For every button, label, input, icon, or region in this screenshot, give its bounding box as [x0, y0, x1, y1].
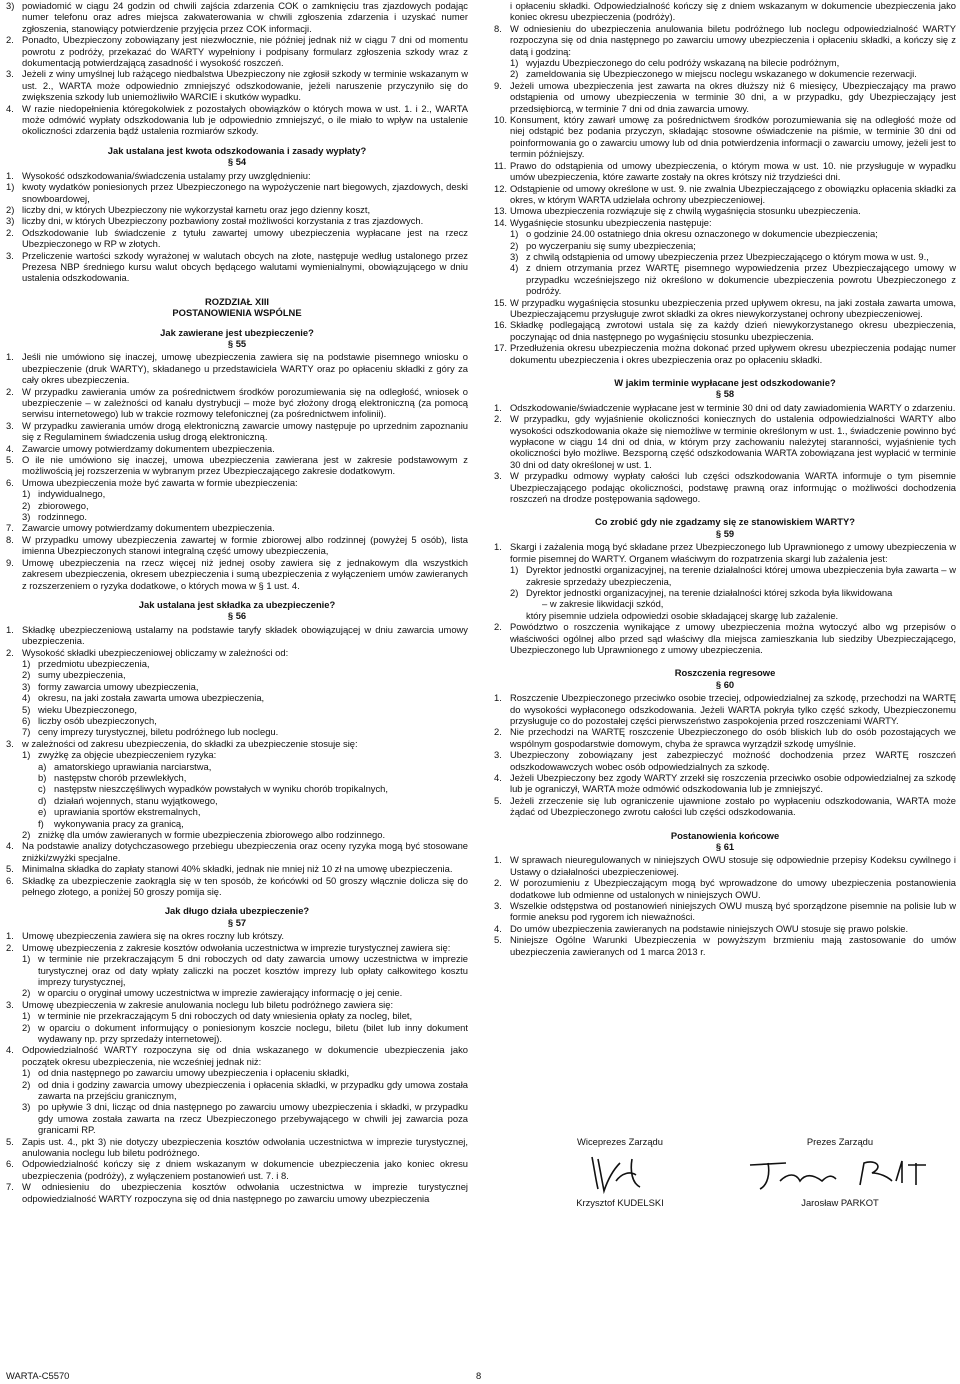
list-item: c) następstw nieszczęśliwych wypadków powstałych w wyniku chorób tropikalnych,: [38, 783, 388, 795]
list-item: 2) w oparciu o oryginał umowy uczestnictwa w imprezie zawierający informację o jej cenie.: [22, 987, 403, 999]
list-item: 2. Odszkodowanie lub świadczenie z tytułu zawartej umowy ubezpieczenia wypłacane jest na rzecz Ubezpieczonego w RP w złotych.: [6, 226, 468, 250]
signature-image: [580, 1151, 660, 1195]
list-item: 1) przedmiotu ubezpieczenia,: [22, 657, 150, 669]
list-item: 14. Wygaśnięcie stosunku ubezpieczenia następuje:: [494, 216, 712, 228]
list-item: 1) indywidualnego,: [22, 488, 106, 500]
list-item: 7. W odniesieniu do ubezpieczenia kosztów odwołania uczestnictwa w imprezie turystycznej odpowiedzialność WARTY rozpoczyna się od dnia następnego po zawarciu umowy ubezpieczenia: [6, 1181, 468, 1204]
list-item: 1. Składkę ubezpieczeniową ustalamy na podstawie taryfy składek obowiązującej w dniu zawarcia umowy ubezpieczenia.: [6, 623, 468, 647]
list-item: 1. Umowę ubezpieczenia zawiera się na okres roczny lub krótszy.: [6, 930, 284, 942]
list-item: 2. Umowę ubezpieczenia z zakresie kosztów odwołania uczestnictwa w imprezie turystycznej zawiera się:: [6, 941, 451, 953]
list-item: 7) ceny imprezy turystycznej, biletu podróżnego lub noclegu.: [22, 726, 279, 738]
list-item: 3) po upływie 3 dni, licząc od dnia następnego po zawarciu umowy ubezpieczenia i składki, w przypadku gdy umowa została zawarta na rzecz Ubezpieczonego przebywającego w chwili jej zawarcia poza granicami RP.: [22, 1101, 468, 1136]
signer-title: Wiceprezes Zarządu: [577, 1136, 663, 1147]
list-item: 2) zbiorowego,: [22, 499, 89, 511]
list-item: 5) wieku Ubezpieczonego,: [22, 703, 138, 715]
list-item: 5. Niniejsze Ogólne Warunki Ubezpieczenia w powyższym brzmieniu mają zastosowanie do umów ubezpieczenia zawieranych od 1 marca 2013 r.: [494, 934, 956, 957]
list-item: 1) Dyrektor jednostki organizacyjnej, na terenie działalności której umowa ubezpieczenia była zawarta – w zakresie sprzedaży ubezpieczenia,: [510, 564, 956, 587]
list-item: 3. W przypadku odmowy wypłaty całości lub części odszkodowania WARTA informuje o tym pisemnie Ubezpieczającego podając okoliczności, podstawę prawną oraz informując o możliwości dochodzenia roszczeń na drodze postępowania sądowego.: [494, 470, 956, 505]
list-item: 1) kwoty wydatków poniesionych przez Ubezpieczonego na wypożyczenie nart biegowych, zjazdowych, deski snowboardowej,: [6, 181, 468, 204]
list-item: 5. O ile nie umówiono się inaczej, umowa ubezpieczenia zawierana jest w zakresie podstawowym z możliwością jej rozszerzenia w wybranym przez Ubezpieczającego zakresie dodatkowym.: [6, 454, 468, 477]
list-item: 2) po wyczerpaniu się sumy ubezpieczenia;: [510, 239, 696, 251]
list-item: 2) Dyrektor jednostki organizacyjnej, na terenie działalności której szkoda była likwidowana: [510, 586, 893, 598]
paragraph-number: § 57: [227, 916, 247, 928]
signature-block-vice-president: [520, 1136, 720, 1208]
list-item: 2. Ponadto, Ubezpieczony zobowiązany jest niezwłocznie, nie później jednak niż w ciągu 7 dni od momentu powrotu z podróży, przekazać do WARTY wypełniony i podpisany formularz zgłoszenia szkody wraz z dokumentacją potwierdzającą zasadność i wysokość roszczeń.: [6, 34, 468, 69]
list-item: b) następstw chorób przewlekłych,: [38, 772, 187, 783]
list-item: e) uprawiania sportów ekstremalnych,: [38, 806, 201, 818]
right-column: [494, 0, 956, 957]
signer-name: Krzysztof KUDELSKI: [576, 1197, 664, 1208]
risk-list: [6, 761, 468, 829]
list-item: 2) sumy ubezpieczenia,: [22, 669, 126, 681]
list-item: 6) liczby osób ubezpieczonych,: [22, 714, 157, 726]
list-item: 6. Umowa ubezpieczenia może być zawarta w formie ubezpieczenia:: [6, 476, 298, 488]
list-item: 1) w terminie nie przekraczającym 5 dni roboczych od daty zawarcia umowy uczestnictwa w imprezie turystycznej oraz od daty wpłaty zaliczki na poczet kosztów imprezy lub opłaty całkowitego kosztu imprezy turystycznej,: [22, 953, 468, 987]
list-item: 2) zniżkę dla umów zawieranych w formie ubezpieczenia zbiorowego albo rodzinnego.: [22, 829, 386, 841]
list-item: 1. Jeśli nie umówiono się inaczej, umowę ubezpieczenia zawiera się na podstawie pisemnego wniosku o ubezpieczenie (druk WARTY), składanego u przedstawiciela WARTY oraz po opłaceniu składki z góry za cały okres ubezpieczenia.: [6, 351, 468, 386]
list-item: 1. Odszkodowanie/świadczenie wypłacane jest w terminie 30 dni od daty zawiadomienia WARTY o zdarzeniu.: [494, 401, 956, 413]
list-item: 1. W sprawach nieuregulowanych w niniejszych OWU stosuje się odpowiednie przepisy Kodeksu cywilnego i Ustawy o działalności ubezpieczeniowej.: [494, 854, 956, 877]
continued-text: i opłaceniu składki. Odpowiedzialność kończy się z dniem wskazanym w dokumencie ubezpieczenia jako koniec okresu ubezpieczenia (podróży).: [510, 0, 956, 23]
list-item: 7. Zawarcie umowy potwierdzamy dokumentem ubezpieczenia.: [6, 522, 275, 534]
paragraph-number: § 60: [715, 678, 735, 690]
list-item: 3. w zależności od zakresu ubezpieczenia, do składki za ubezpieczenie stosuje się:: [6, 737, 358, 749]
list-item: 9. Umowę ubezpieczenia na rzecz więcej niż jednej osoby zawiera się z jednakowym dla wszystkich zakresem ubezpieczenia, okresem ubezpieczenia i sumą ubezpieczenia z wyłączeniem umów zawieranych z rozszerzeniem o ryzyka dodatkowe, o których mowa w § 1 ust. 4.: [6, 556, 468, 591]
list-item: 11. Prawo do odstąpienia od umowy ubezpieczenia, o którym mowa w ust. 10. nie przysługuje w wypadku umów ubezpieczenia, które zawarte zostały na okres krótszy niż trzydzieści dni.: [494, 159, 956, 183]
list-item: 3) z chwilą odstąpienia od umowy ubezpieczenia przez Ubezpieczającego o którym mowa w ust. 9.,: [510, 250, 929, 262]
list-item: d) działań wojennych, stanu wyjątkowego,: [38, 794, 218, 806]
list-item: f) wykonywania pracy za granicą,: [38, 817, 184, 829]
section-heading: Jak ustalana jest składka za ubezpieczenie?: [138, 598, 336, 610]
list-item: 4) z dniem otrzymania przez WARTĘ pisemnego wypowiedzenia przez Ubezpieczającego umowy w przypadku wcześniejszego niż określono w dokumencie ubezpieczenia powrotu Ubezpieczonego z podróży.: [510, 262, 956, 297]
list-item: 15. W przypadku wygaśnięcia stosunku ubezpieczenia przed upływem okresu, na jaki została zawarta umowa, Ubezpieczającemu przysługuje zwrot składki za okres niewykorzystanej ochrony ubezpieczeniowej.: [494, 296, 956, 319]
list-item: a) amatorskiego uprawiania narciarstwa,: [38, 760, 212, 772]
list-item: 3) formy zawarcia umowy ubezpieczenia,: [22, 680, 199, 692]
list-item: 1) o godzinie 24.00 ostatniego dnia okresu oznaczonego w dokumencie ubezpieczenia;: [510, 228, 878, 240]
list-item: 17. Przedłużenia okresu ubezpieczenia można dokonać przed upływem okresu ubezpieczenia podając numer dokumentu ubezpieczenia i okres ubezpieczenia oraz po opłaceniu składki.: [494, 342, 956, 365]
list-item: 4. Odpowiedzialność WARTY rozpoczyna się od dnia wskazanego w dokumencie ubezpieczenia jako początek okresu ubezpieczenia, nie wcześniej jednak niż:: [6, 1044, 468, 1067]
signature-block-president: [740, 1136, 940, 1208]
list-item: 2. Nie przechodzi na WARTĘ roszczenie Ubezpieczonego do osób bliskich lub do osób pozostających we wspólnym gospodarstwie domowym, chyba że sprawca wyrządził szkodę umyślnie.: [494, 726, 956, 749]
paragraph-number: § 54: [227, 156, 247, 168]
section-heading: Jak zawierane jest ubezpieczenie?: [160, 326, 314, 338]
list-item: 2. W porozumieniu z Ubezpieczającym mogą być wprowadzone do umowy ubezpieczenia postanowienia dodatkowe lub odmienne od ustalonych w niniejszych OWU.: [494, 877, 956, 900]
left-column: [6, 0, 468, 1204]
list-item: 4. W razie niedopełnienia któregokolwiek z pozostałych obowiązków o których mowa w ust. 1. i 2., WARTA może odmówić wypłaty odszkodowania lub je odpowiednio zmniejszyć, o ile miało to wpływ na ustalenie okoliczności zdarzenia bądź ustalenia rozmiarów szkody.: [6, 102, 468, 137]
list-item: 3) powiadomić w ciągu 24 godzin od chwili zajścia zdarzenia COK o zamknięciu tras zjazdowych podając numer telefonu oraz adres miejsca zakwaterowania w chwili zgłoszenia zdarzenia i uzyskać numer zgłoszenia, stanowiący potwierdzenie przyjęcia przez COK informacji.: [6, 0, 468, 34]
list-item: 5. Jeżeli zrzeczenie się lub ograniczenie ujawnione zostało po wypłaceniu odszkodowania, WARTA może żądać od Ubezpieczonego zwrotu całości lub części odszkodowania.: [494, 794, 956, 818]
list-item: 10. Konsument, który zawarł umowę za pośrednictwem środków porozumiewania się na odległość może od niej odstąpić bez podania przyczyn, składając stosowne oświadczenie na piśmie, w terminie 30 dni od poinformowania go o zawarciu umowy lub od dnia potwierdzenia informacji o zawarciu umowy, jeżeli jest to termin późniejszy.: [494, 114, 956, 160]
list-item: 8. W odniesieniu do ubezpieczenia anulowania biletu podróżnego lub noclegu odpowiedzialność WARTY rozpoczyna się od dnia następnego po zawarciu umowy ubezpieczenia i opłaceniu składki, a kończy się z datą i godziną:: [494, 22, 956, 57]
paragraph-number: § 58: [715, 388, 735, 400]
tail-line: który pisemnie udziela odpowiedzi osobie składającej skargę lub zażalenie.: [526, 609, 839, 621]
list-item: 2. W przypadku zawierania umów za pośrednictwem środków porozumiewania się na odległość, wniosek o ubezpieczenie – w zależności od kanału dystrybucji – może być złożony drogą elektroniczną (za pomocą serwisu internetowego) lub w trakcie rozmowy telefonicznej (za pośrednictwem infolinii).: [6, 385, 468, 420]
list-item: 6. Odpowiedzialność kończy się z dniem wskazanym w dokumencie ubezpieczenia jako koniec okresu ubezpieczenia (podróży), z wyłączeniem postanowień ust. 7. i 8.: [6, 1158, 468, 1181]
paragraph-number: § 56: [227, 610, 247, 622]
signer-name: Jarosław PARKOT: [801, 1197, 879, 1208]
list-item: 3. Umowę ubezpieczenia w zakresie anulowania noclegu lub biletu podróżnego zawiera się:: [6, 998, 394, 1010]
list-item: 4) okresu, na jaki została zawarta umowa ubezpieczenia,: [22, 692, 265, 704]
list-item: 1) w terminie nie przekraczającym 5 dni roboczych od daty wniesienia opłaty za nocleg, bilet,: [22, 1010, 413, 1022]
list-item: 2) zameldowania się Ubezpieczonego w miejscu noclegu wskazanego w dokumencie rezerwacji.: [510, 68, 917, 80]
paragraph-number: § 59: [715, 527, 735, 539]
list-item: 1) wyjazdu Ubezpieczonego do celu podróży wskazaną na bilecie podróżnym,: [510, 57, 840, 69]
list-item: 4. Jeżeli Ubezpieczony bez zgody WARTY zrzekł się roszczenia przeciwko osobie odpowiedzialnej za szkodę lub je ograniczył, WARTA może odmówić odszkodowania lub je zmniejszyć.: [494, 772, 956, 795]
signature-image: [740, 1151, 940, 1195]
list-item: 1. Wysokość odszkodowania/świadczenia ustalamy przy uwzględnieniu:: [6, 169, 311, 181]
list-item: 4. Zawarcie umowy potwierdzamy dokumentem ubezpieczenia.: [6, 442, 275, 454]
list-item: 12. Odstąpienie od umowy określone w ust. 9. nie zwalnia Ubezpieczającego z obowiązku opłacenia składki za okres, w którym WARTA udzielała ochrony ubezpieczeniowej.: [494, 182, 956, 205]
list-item: 2) w oparciu o dokument informujący o poniesionym koszcie noclegu, biletu (bilet lub inny dokument wydawany np. przy sprzedaży internetowej).: [22, 1021, 468, 1044]
list-item: 3. W przypadku zawierania umów drogą elektroniczną zawarcie umowy następuje po uprzednim zapoznaniu się z Regulaminem świadczenia usług drogą elektroniczną.: [6, 419, 468, 443]
list-item: 8. W przypadku umowy ubezpieczenia zawartej w formie zbiorowej albo rodzinnej (powyżej 5 osób), lista imienna Ubezpieczonych stanowi integralną część umowy ubezpieczenia,: [6, 533, 468, 557]
list-item: 2. Wysokość składki ubezpieczeniowej obliczamy w zależności od:: [6, 646, 289, 658]
list-item: 4. Do umów ubezpieczenia zawieranych na podstawie niniejszych OWU stosuje się prawo polskie.: [494, 922, 909, 934]
list-item: 1) od dnia następnego po zawarciu umowy ubezpieczenia i opłaceniu składki,: [22, 1067, 350, 1079]
list-item: 1) zwyżkę za objęcie ubezpieczeniem ryzyka:: [22, 749, 217, 761]
list-item: 2. W przypadku, gdy wyjaśnienie okoliczności koniecznych do ustalenia odpowiedzialności WARTY albo wysokości odszkodowania okaże się niemożliwe w terminie określonym w ust. 1., świadczenie powinno być wypłacone w ciągu 14 dni od dnia, w którym przy zachowaniu należytej staranności, wyjaśnienie tych okoliczności było możliwe. Bezsporną część odszkodowania WARTA zobowiązana jest wypłacić w terminie 30 dni od daty określonej w ust. 1.: [494, 413, 956, 470]
list-item: 3. Przeliczenie wartości szkody wyrażonej w walutach obcych na złote, następuje według ustalonego przez Prezesa NBP średniego kursu walut obcych będącego walutami wymienialnymi, obowiązującego w dniu ustalenia odszkodowania.: [6, 249, 468, 284]
list-item: 3) rodzinnego.: [22, 511, 87, 523]
dash-line: – w zakresie likwidacji szkód,: [542, 598, 664, 610]
list-item: 1. Roszczenie Ubezpieczonego przeciwko osobie trzeciej, odpowiedzialnej za szkodę, przechodzi na WARTĘ do wysokości wypłaconego odszkodowania. Jeżeli WARTA pokryła tylko część szkody, Ubezpieczonemu przysługuje co do pozostałej części pierwszeństwo zaspokojenia przed roszczeniami WARTY.: [494, 692, 956, 726]
section-heading: Postanowienia końcowe: [670, 829, 780, 841]
section-heading: W jakim terminie wypłacane jest odszkodowanie?: [614, 377, 836, 388]
list-item: 2) od dnia i godziny zawarcia umowy ubezpieczenia i opłacenia składki, w przypadku gdy umowa została zawarta na przejściu granicznym,: [22, 1078, 468, 1101]
signer-title: Prezes Zarządu: [806, 1136, 874, 1147]
factor-list: [6, 658, 468, 738]
list-item: 5. Minimalna składka do zapłaty stanowi 40% składki, jednak nie mniej niż 10 zł na umowę ubezpieczenia.: [6, 863, 453, 875]
list-item: 3. Jeżeli z winy umyślnej lub rażącego niedbalstwa Ubezpieczony nie zgłosił szkody w terminie wskazanym w ust. 2., WARTA może odpowiednio zmniejszyć odszkodowanie, jeżeli naruszenie przyczyniło się do zwiększenia szkody lub uniemożliwiło WARCIE i skutków wypadku.: [6, 68, 468, 103]
document-code: WARTA-C5570: [6, 1370, 70, 1381]
section-heading: Co zrobić gdy nie zgadzamy się ze stanowiskiem WARTY?: [595, 516, 855, 528]
list-item: 3) liczby dni, w których Ubezpieczony pozbawiony został możliwości korzystania z tras zjazdowych.: [6, 215, 424, 227]
list-item: 4. Na podstawie analizy dotychczasowego przebiegu ubezpieczenia oraz oceny ryzyka mogą być stosowane zniżki/zwyżki specjalne.: [6, 840, 468, 863]
paragraph-number: § 61: [715, 841, 735, 853]
list-item: 1. Skargi i zażalenia mogą być składane przez Ubezpieczonego lub Uprawnionego z umowy ubezpieczenia w formie pisemnej do WARTY. Organem właściwym do rozpatrzenia skargi lub zażalenia jest:: [494, 541, 956, 564]
list-item: 9. Jeżeli umowa ubezpieczenia jest zawarta na okres dłuższy niż 6 miesięcy, Ubezpieczający ma prawo odstąpienia od umowy ubezpieczenia w terminie 30 dni, a w przypadku, gdy Ubezpieczający jest przedsiębiorcą, w terminie 7 dni od dnia zawarcia umowy.: [494, 79, 956, 114]
list-item: 16. Składkę podlegającą zwrotowi ustala się za każdy dzień niewykorzystanego okresu ubezpieczenia, poczynając od dnia następnego po wygaśnięciu stosunku ubezpieczenia.: [494, 319, 956, 342]
section-heading: Jak ustalana jest kwota odszkodowania i zasady wypłaty?: [107, 144, 367, 156]
chapter-number: ROZDZIAŁ XIII: [204, 295, 270, 307]
paragraph-number: § 55: [227, 337, 247, 349]
section-heading: Jak długo działa ubezpieczenie?: [164, 905, 310, 917]
list-item: 3. Ubezpieczony zobowiązany jest zabezpieczyć możność dochodzenia przez WARTĘ roszczeń odszkodowawczych wobec osób odpowiedzialnych za szkodę.: [494, 749, 956, 772]
page-number: 8: [476, 1370, 482, 1381]
list-item: 2) liczby dni, w których Ubezpieczony nie wykorzystał karnetu oraz jego dzienny koszt,: [6, 203, 371, 215]
list-item: 2. Powództwo o roszczenia wynikające z umowy ubezpieczenia można wytoczyć albo wg przepisów o właściwości ogólnej albo przed sąd właściwy dla miejsca zamieszkania lub siedziby Ubezpieczającego, Ubezpieczonego lub Uprawnionego z umowy ubezpieczenia.: [494, 621, 956, 655]
chapter-title: POSTANOWIENIA WSPÓLNE: [172, 307, 302, 319]
list-item: 13. Umowa ubezpieczenia rozwiązuje się z chwilą wygaśnięcia stosunku ubezpieczenia.: [494, 205, 861, 217]
list-item: 5. Zapis ust. 4., pkt 3) nie dotyczy ubezpieczenia kosztów odwołania uczestnictwa w imprezie turystycznej, anulowania noclegu lub biletu podróżnego.: [6, 1135, 468, 1158]
list-item: 3. Wszelkie odstępstwa od postanowień niniejszych OWU muszą być sporządzone pisemnie na polisie lub w formie aneksu pod rygorem ich nieważności.: [494, 900, 956, 923]
section-heading: Roszczenia regresowe: [674, 667, 776, 679]
list-item: 6. Składkę za ubezpieczenie zaokrągla się w ten sposób, że końcówki od 50 groszy włącznie dolicza się do pełnego złotego, a poniżej 50 groszy pomija się.: [6, 874, 468, 898]
